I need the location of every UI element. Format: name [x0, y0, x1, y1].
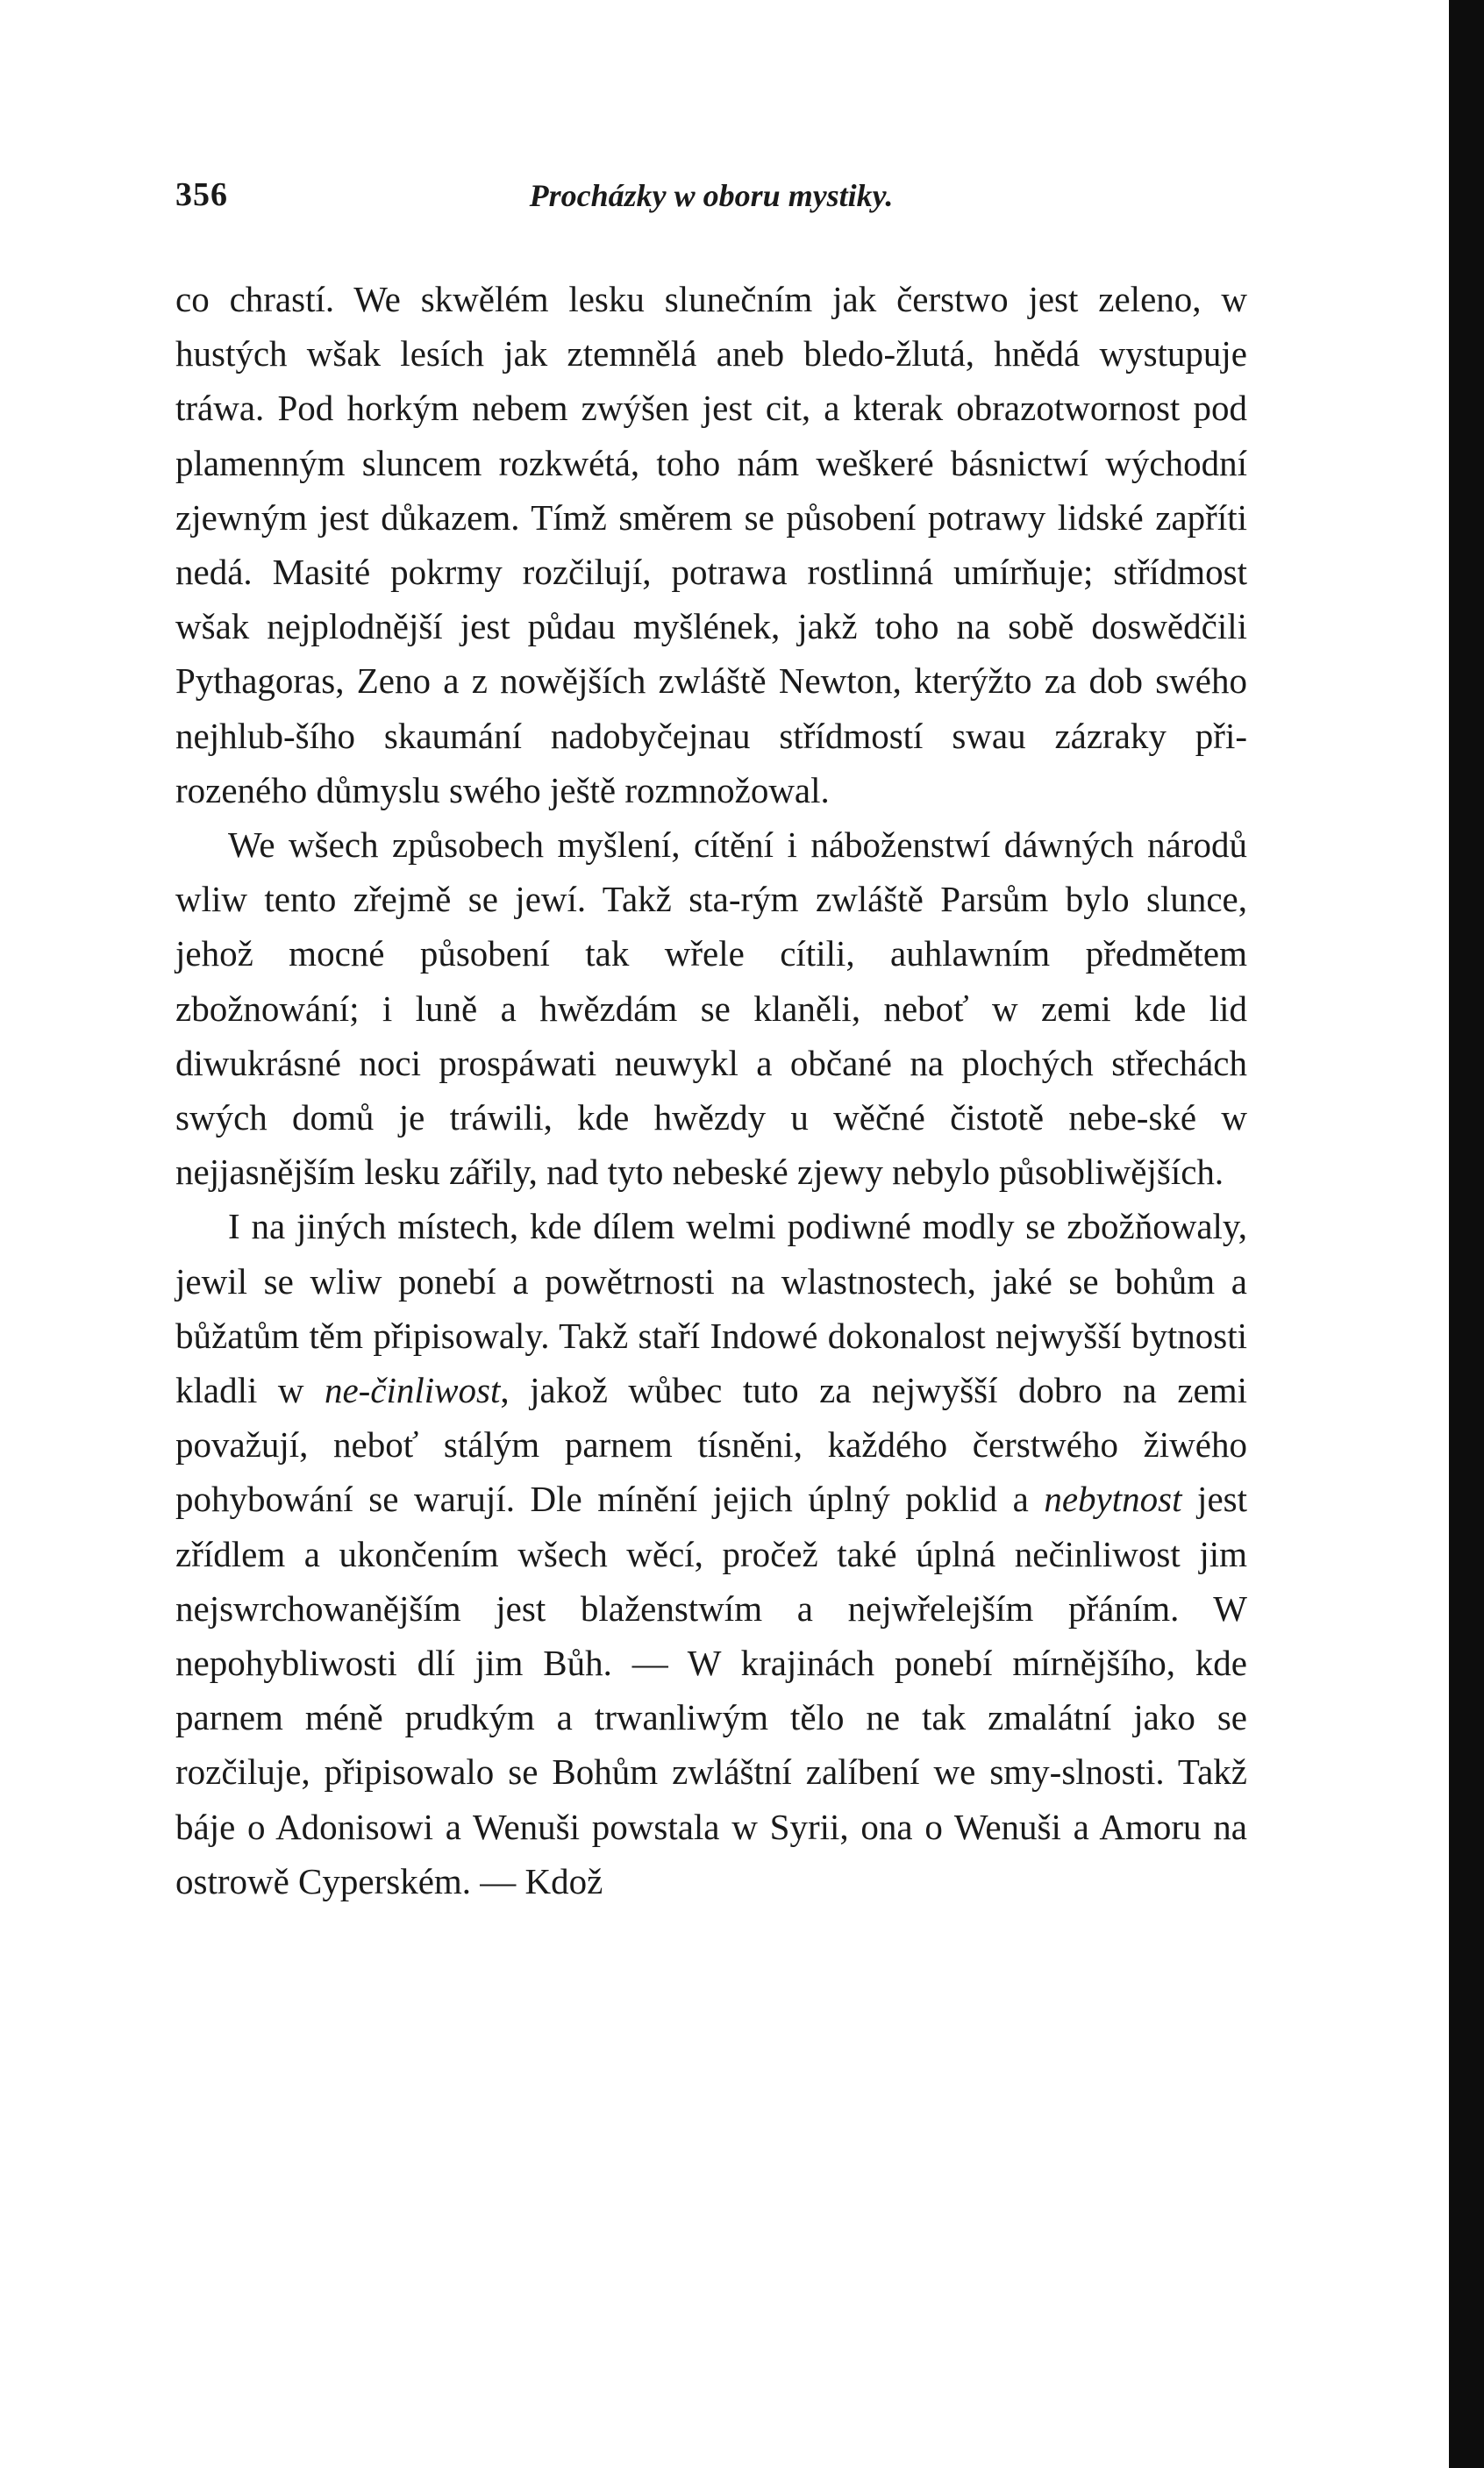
paragraph-2 [175, 817, 1247, 1199]
text-segment: , jakož wůbec tuto za nejwyšší dobro na zemi považují, neboť stálým parnem tísněni, každého čerstwého žiwého pohybowání se warují. Dle mínění jejich úplný poklid a [175, 1370, 1247, 1520]
text-segment: jest zřídlem a ukončením wšech wěcí, pročež také úplná nečinliwost jim nejswrchowanějším jest blaženstwím a nejwřelejším přáním. W nepohybliwosti dlí jim Bůh. — W krajinách ponebí mírnějšího, kde parnem méně prudkým a trwanliwým tělo ne tak zmalátní jako se rozčiluje, připisowalo se Bohům zwláštní zalíbení we smy-slnosti. Takž báje o Adonisowi a Wenuši powstala w Syrii, ona o Wenuši a Amoru na ostrowě Cyperském. — Kdož [175, 1479, 1247, 1901]
running-header [175, 175, 1247, 228]
scan-dark-edge [1449, 0, 1484, 2468]
emphasized-term: nebytnost [1044, 1479, 1182, 1520]
text-segment: I na jiných místech, kde dílem welmi podiwné modly se zbožňowaly, jewil se wliw ponebí a powětrnosti na wlastnostech, jaké se bohům a bůžatům těm připisowaly. Takž staří Indowé dokonalost nejwyšší bytnosti kladli w [175, 1206, 1247, 1411]
running-title: Procházky w oboru mystiky. [529, 178, 894, 213]
body-text [175, 272, 1247, 1908]
book-page [175, 175, 1247, 1908]
emphasized-term: ne-činliwost [324, 1370, 501, 1411]
paragraph-1 [175, 272, 1247, 817]
page-number: 356 [175, 176, 228, 213]
text-segment: co chrastí. We skwělém lesku slunečním jak čerstwo jest zeleno, w hustých wšak lesích jak ztemnělá aneb bledo-žlutá, hnědá wystupuje tráwa. Pod horkým nebem zwýšen jest cit, a kterak obrazotwornost pod plamenným sluncem rozkwétá, toho nám weškeré básnictwí wýchodní zjewným jest důkazem. Tímž směrem se působení potrawy lidské zapříti nedá. Masité pokrmy rozčilují, potrawa rostlinná umírňuje; střídmost wšak nejplodnější jest půdau myšlének, jakž toho na sobě doswědčili Pythagoras, Zeno a z nowějších zwláště Newton, kterýžto za dob swého nejhlub-šího skaumání nadobyčejnau střídmostí swau zázraky při-rozeného důmyslu swého ještě rozmnožowal. [175, 279, 1247, 810]
paragraph-3 [175, 1199, 1247, 1908]
text-segment: We wšech způsobech myšlení, cítění i náboženstwí dáwných národů wliw tento zřejmě se jewí. Takž sta-rým zwláště Parsům bylo slunce, jehož mocné působení tak wřele cítili, auhlawním předmětem zbožnowání; i luně a hwězdám se klaněli, neboť w zemi kde lid diwukrásné noci prospáwati neuwykl a občané na plochých střechách swých domů je tráwili, kde hwězdy u wěčné čistotě nebe-ské w nejjasnějším lesku zářily, nad tyto nebeské zjewy nebylo působliwějších. [175, 824, 1247, 1193]
